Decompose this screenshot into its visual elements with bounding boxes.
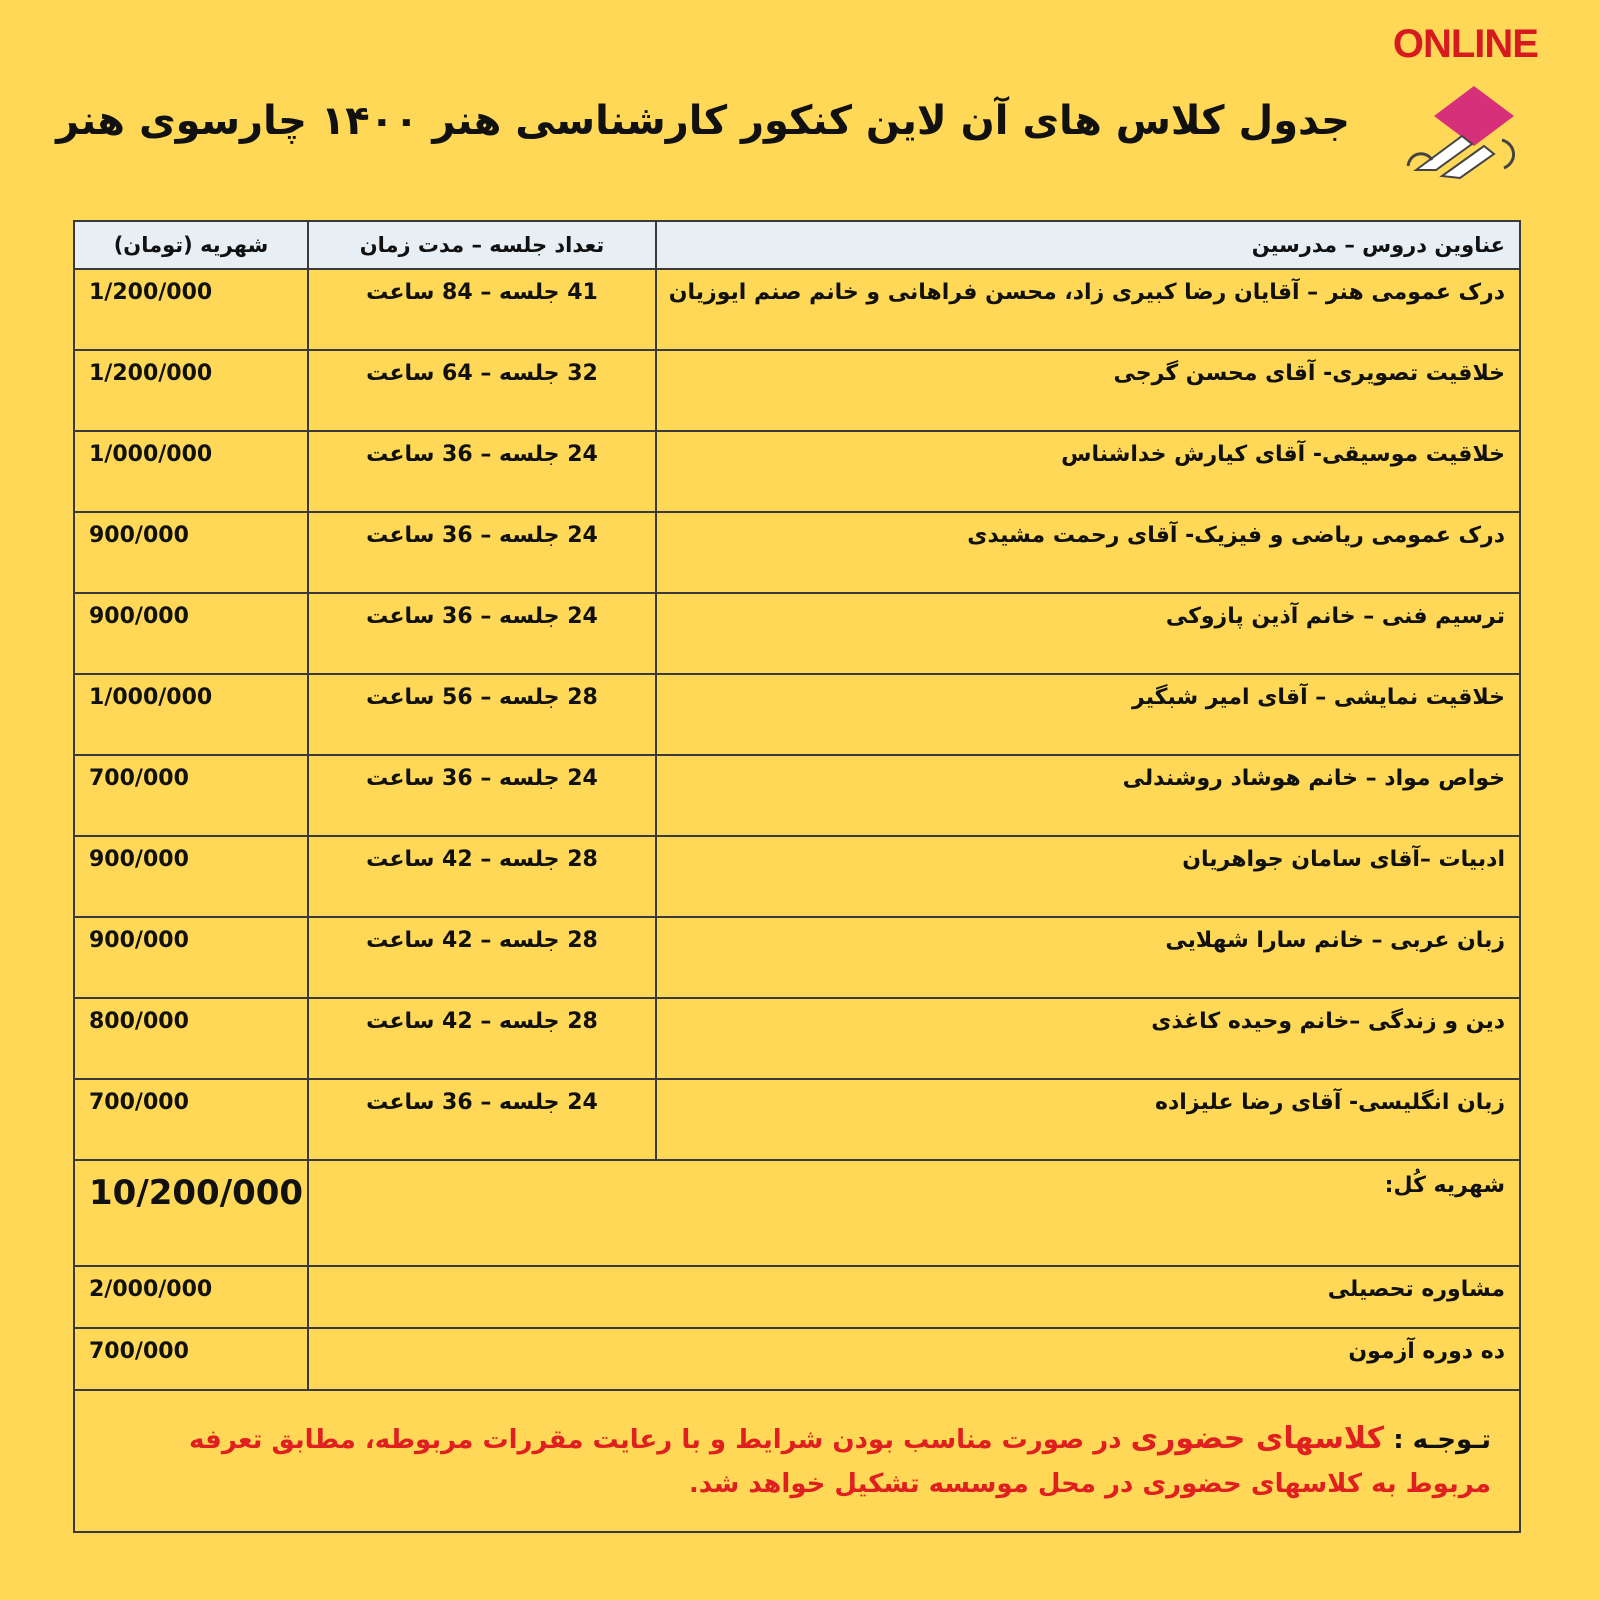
- page-title: جدول کلاس های آن لاین کنکور کارشناسی هنر ۱۴۰۰ چارسوی هنر: [56, 98, 1350, 144]
- row-course: ترسیم فنی – خانم آذین پازوکی: [656, 593, 1520, 674]
- total-label: شهریه کُل:: [308, 1160, 1520, 1266]
- row-duration: 24 جلسه – 36 ساعت: [308, 1079, 656, 1160]
- extra-fee: 700/000: [74, 1328, 308, 1390]
- row-course: دین و زندگی –خانم وحیده کاغذی: [656, 998, 1520, 1079]
- row-fee: 700/000: [74, 755, 308, 836]
- row-duration: 28 جلسه – 42 ساعت: [308, 836, 656, 917]
- row-fee: 1/200/000: [74, 350, 308, 431]
- table-row: [74, 593, 1520, 674]
- row-course: درک عمومی ریاضی و فیزیک- آقای رحمت مشیدی: [656, 512, 1520, 593]
- row-duration: 28 جلسه – 42 ساعت: [308, 998, 656, 1079]
- row-course: ادبیات –آقای سامان جواهریان: [656, 836, 1520, 917]
- row-duration: 41 جلسه – 84 ساعت: [308, 269, 656, 350]
- note-body: در صورت مناسب بودن شرایط و با رعایت مقررات مربوطه، مطابق تعرفه مربوط به کلاسهای حضوری در محل موسسه تشکیل خواهد شد.: [189, 1424, 1491, 1499]
- table-row: [74, 674, 1520, 755]
- row-fee: 1/000/000: [74, 674, 308, 755]
- row-course: خلاقیت موسیقی- آقای کیارش خداشناس: [656, 431, 1520, 512]
- table-row: [74, 1079, 1520, 1160]
- table-row: [74, 431, 1520, 512]
- table-row: [74, 512, 1520, 593]
- row-duration: 32 جلسه – 64 ساعت: [308, 350, 656, 431]
- row-course: درک عمومی هنر – آقایان رضا کبیری زاد، محسن فراهانی و خانم صنم ایوزیان: [656, 269, 1520, 350]
- table-row: [74, 269, 1520, 350]
- extra-label: ده دوره آزمون: [308, 1328, 1520, 1390]
- table-row: [74, 917, 1520, 998]
- table-row: [74, 998, 1520, 1079]
- note-emphasis: کلاسهای حضوری: [1130, 1420, 1385, 1456]
- row-course: خلاقیت تصویری- آقای محسن گرجی: [656, 350, 1520, 431]
- note-cell: [74, 1390, 1520, 1532]
- note-text: [103, 1417, 1491, 1506]
- extra-row-consulting: [74, 1266, 1520, 1328]
- table-row: [74, 836, 1520, 917]
- note-label: تـوجـه :: [1393, 1424, 1491, 1455]
- note-row: [74, 1390, 1520, 1532]
- table-row: [74, 350, 1520, 431]
- row-duration: 24 جلسه – 36 ساعت: [308, 755, 656, 836]
- row-fee: 900/000: [74, 512, 308, 593]
- row-fee: 1/000/000: [74, 431, 308, 512]
- row-course: خلاقیت نمایشی – آقای امیر شبگیر: [656, 674, 1520, 755]
- row-fee: 900/000: [74, 917, 308, 998]
- row-fee: 900/000: [74, 836, 308, 917]
- charsoo-honar-logo-icon: [1402, 82, 1522, 182]
- extra-row-exams: [74, 1328, 1520, 1390]
- row-course: زبان انگلیسی- آقای رضا علیزاده: [656, 1079, 1520, 1160]
- total-amount: 10/200/000: [74, 1160, 308, 1266]
- extra-label: مشاوره تحصیلی: [308, 1266, 1520, 1328]
- extra-fee: 2/000/000: [74, 1266, 308, 1328]
- table-row: [74, 755, 1520, 836]
- table-header-row: [74, 221, 1520, 269]
- row-duration: 28 جلسه – 42 ساعت: [308, 917, 656, 998]
- online-badge: ONLINE: [1392, 22, 1538, 66]
- row-duration: 24 جلسه – 36 ساعت: [308, 512, 656, 593]
- header-fee: شهریه (تومان): [74, 221, 308, 269]
- row-fee: 800/000: [74, 998, 308, 1079]
- header-course: عناوین دروس – مدرسین: [656, 221, 1520, 269]
- row-fee: 1/200/000: [74, 269, 308, 350]
- row-fee: 700/000: [74, 1079, 308, 1160]
- row-duration: 28 جلسه – 56 ساعت: [308, 674, 656, 755]
- row-fee: 900/000: [74, 593, 308, 674]
- row-duration: 24 جلسه – 36 ساعت: [308, 593, 656, 674]
- course-table: [73, 220, 1521, 1533]
- row-course: زبان عربی – خانم سارا شهلایی: [656, 917, 1520, 998]
- total-row: [74, 1160, 1520, 1266]
- row-duration: 24 جلسه – 36 ساعت: [308, 431, 656, 512]
- row-course: خواص مواد – خانم هوشاد روشندلی: [656, 755, 1520, 836]
- header-duration: تعداد جلسه – مدت زمان: [308, 221, 656, 269]
